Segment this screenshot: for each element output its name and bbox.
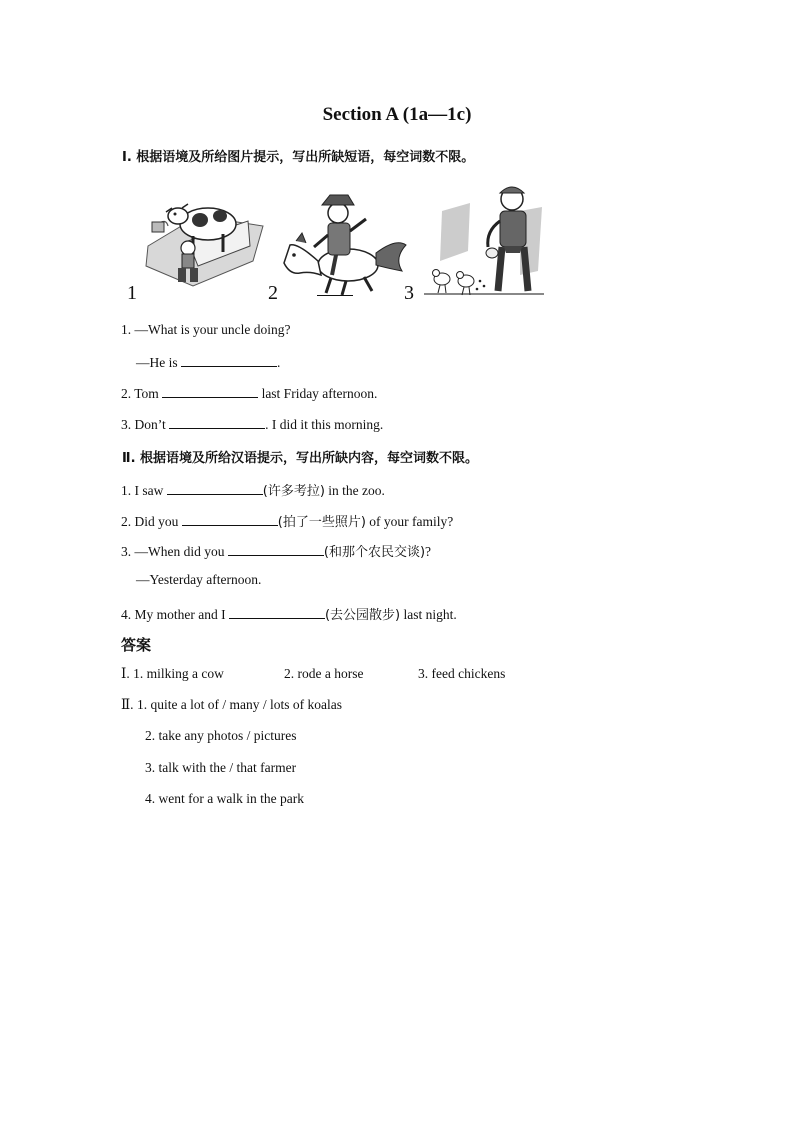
picture-number-3: 3 (404, 282, 414, 304)
question-2-2: 2. Did you (拍了一些照片) of your family? (121, 514, 454, 530)
answers-section-1: Ⅰ. 1. milking a cow (121, 666, 224, 681)
question-2-1: 1. I saw (许多考拉) in the zoo. (121, 483, 385, 499)
chicken-feeding-illustration (420, 181, 548, 299)
picture-number-2: 2 (268, 282, 278, 304)
question-2-3b: —Yesterday afternoon. (136, 572, 262, 587)
question-1-2: 2. Tom last Friday afternoon. (121, 386, 378, 401)
answers-heading: 答案 (121, 636, 152, 654)
answer-blank[interactable] (169, 416, 265, 429)
answer-blank[interactable] (182, 513, 278, 526)
answer-blank[interactable] (228, 543, 324, 556)
answer-2-2: 2. take any photos / pictures (145, 728, 297, 743)
question-1-3: 3. Don’t . I did it this morning. (121, 417, 384, 432)
answer-1-2: 2. rode a horse (284, 666, 364, 681)
question-1-1a: 1. —What is your uncle doing? (121, 322, 291, 337)
answers-section-2: Ⅱ. 1. quite a lot of / many / lots of koalas (121, 697, 343, 712)
cow-milking-illustration (138, 186, 268, 296)
section-2-heading: Ⅱ. 根据语境及所给汉语提示，写出所缺内容，每空词数不限。 (122, 451, 479, 466)
question-1-1b: —He is . (136, 355, 281, 370)
answer-2-3: 3. talk with the / that farmer (145, 760, 297, 775)
answer-2-4: 4. went for a walk in the park (145, 791, 304, 806)
answer-blank[interactable] (181, 354, 277, 367)
page-title: Section A (1a—1c) (322, 104, 472, 125)
question-2-3: 3. —When did you (和那个农民交谈)? (121, 544, 432, 560)
answer-blank[interactable] (229, 606, 325, 619)
picture-2-underline (317, 295, 353, 296)
picture-number-1: 1 (127, 282, 137, 304)
answer-1-3: 3. feed chickens (418, 666, 506, 681)
section-1-heading: Ⅰ. 根据语境及所给图片提示，写出所缺短语，每空词数不限。 (122, 150, 475, 165)
horse-riding-illustration (276, 183, 411, 298)
answer-blank[interactable] (167, 482, 263, 495)
answer-blank[interactable] (162, 385, 258, 398)
question-2-4: 4. My mother and I (去公园散步) last night. (121, 607, 457, 623)
